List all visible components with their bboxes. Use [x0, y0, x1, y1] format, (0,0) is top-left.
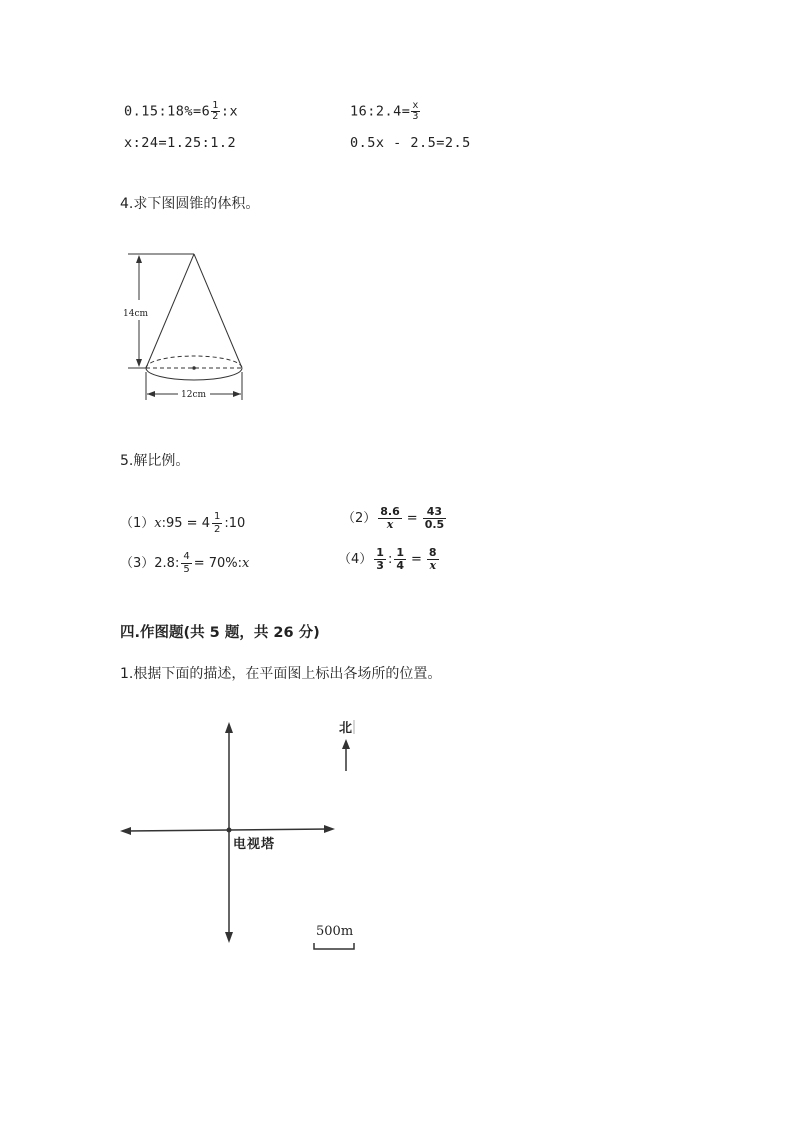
fraction-denominator: x: [429, 559, 436, 572]
equation-1-tail: :x: [220, 103, 239, 120]
item-number: （4）: [338, 552, 373, 567]
equals-sign: =: [410, 552, 422, 567]
variable-x: x: [242, 556, 250, 571]
fraction-numerator: 4: [183, 551, 190, 562]
section-4-heading: 四.作图题(共 5 题，共 26 分): [120, 625, 320, 641]
item-number: （2）: [342, 511, 377, 526]
question-4-text: 4.求下图圆锥的体积。: [120, 196, 260, 212]
fraction-numerator: 1: [213, 511, 221, 522]
cone-diameter-label: 12cm: [181, 390, 207, 400]
scale-label: 500m: [316, 924, 354, 939]
fraction-numerator: 1: [212, 100, 219, 111]
equation-4: 0.5x - 2.5=2.5: [350, 135, 471, 151]
fraction-numerator: 1: [396, 546, 404, 559]
item-number: （3）: [120, 556, 155, 571]
variable-x: x: [154, 516, 162, 531]
north-label: 北: [339, 721, 353, 736]
fraction-denominator: x: [386, 518, 394, 531]
fraction-numerator: 8: [428, 546, 437, 559]
fraction-denominator: 5: [183, 564, 190, 575]
proportion-part: 2.8:: [154, 556, 180, 571]
equation-2-left: 16:2.4=: [350, 103, 411, 120]
item-number: （1）: [120, 516, 155, 531]
fraction-denominator: 3: [376, 559, 384, 572]
proportion-part: :10: [224, 516, 246, 531]
fraction-denominator: 2: [213, 524, 221, 535]
fraction-denominator: 3: [412, 111, 419, 122]
fraction-numerator: 43: [423, 506, 447, 519]
equation-3: x:24=1.25:1.2: [124, 135, 237, 151]
fraction-denominator: 0.5: [424, 518, 445, 531]
proportion-part: :95 = 4: [161, 516, 210, 531]
equation-1-left: 0.15:18%=6: [124, 103, 211, 120]
fraction-denominator: 4: [396, 559, 404, 572]
fraction-denominator: 2: [212, 111, 219, 122]
fraction-numerator: 1: [376, 546, 384, 559]
equals-sign: =: [406, 511, 418, 526]
section-4-question-1: 1.根据下面的描述，在平面图上标出各场所的位置。: [120, 666, 442, 682]
colon: :: [387, 552, 393, 567]
cone-height-label: 14cm: [123, 309, 149, 319]
question-5-text: 5.解比例。: [120, 453, 190, 469]
fraction-numerator: 8.6: [380, 505, 400, 518]
fraction-numerator: x: [412, 100, 419, 111]
tv-tower-label: 电视塔: [233, 837, 276, 852]
proportion-part: = 70%:: [193, 556, 243, 571]
